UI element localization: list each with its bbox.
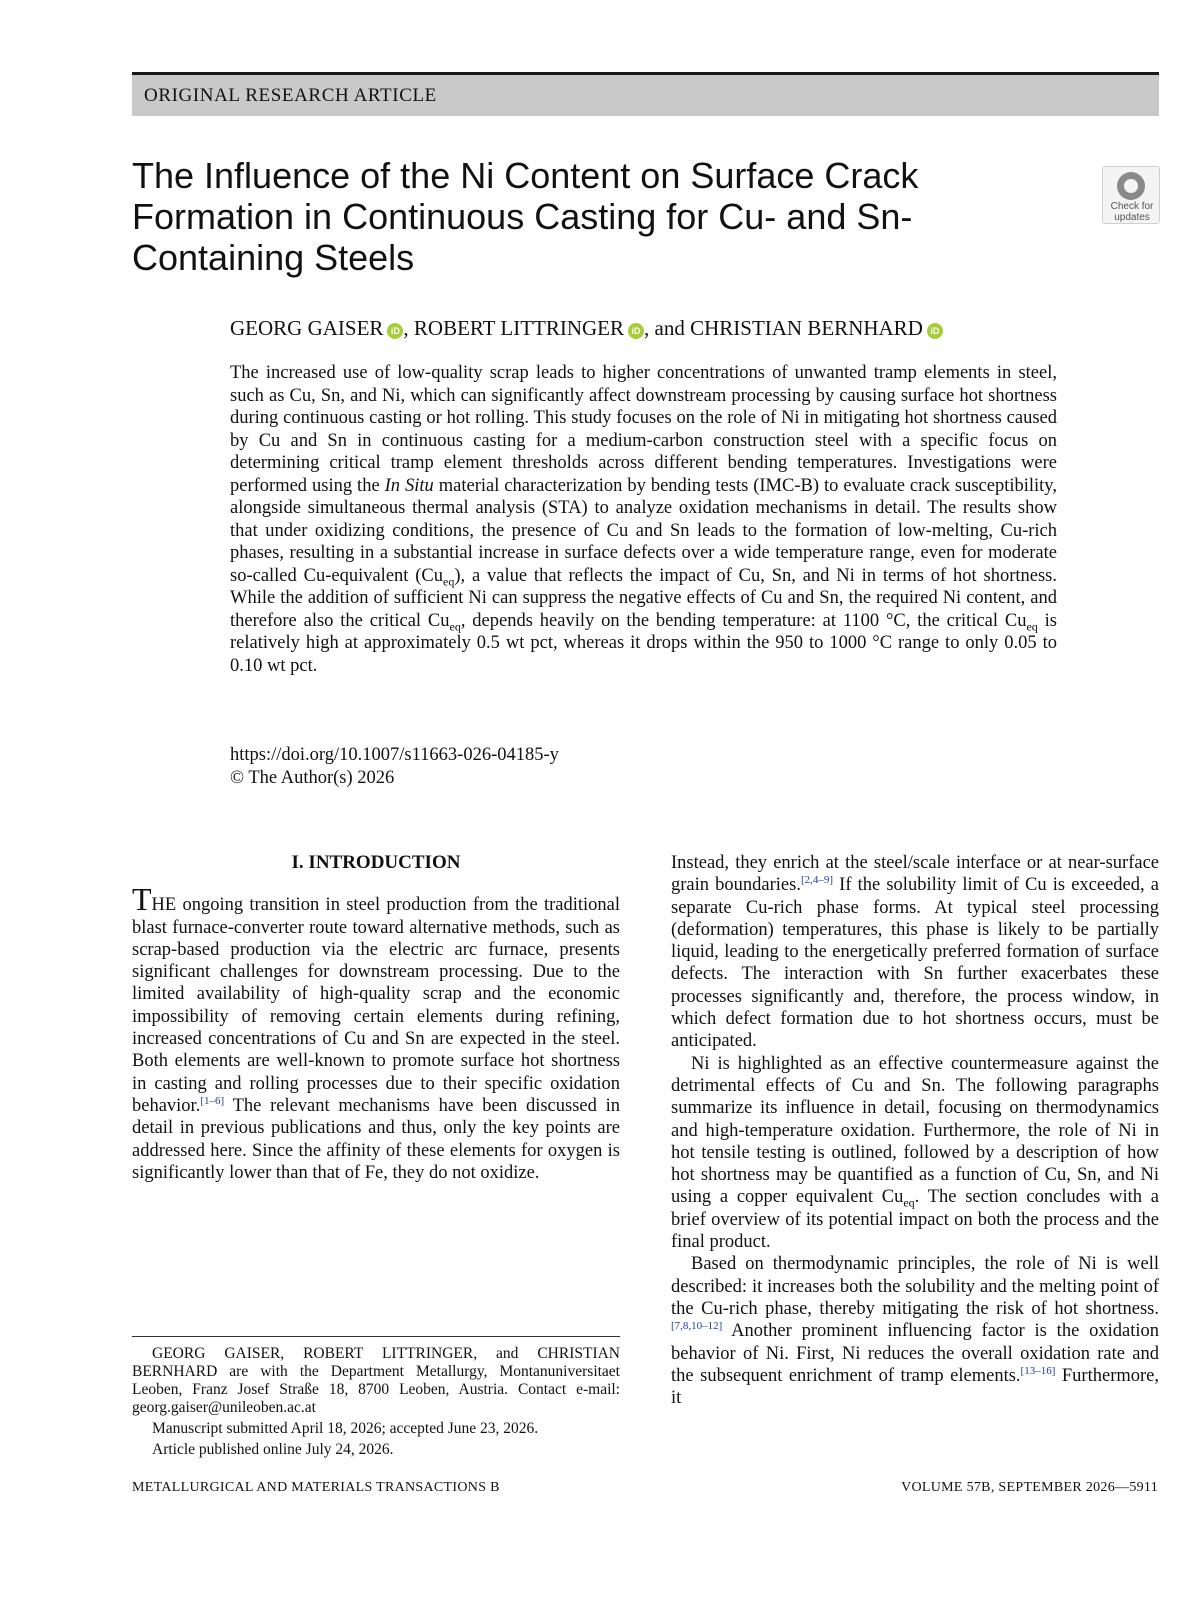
copyright: © The Author(s) 2026 — [230, 768, 395, 788]
doi-block — [230, 744, 559, 790]
body-paragraph: Based on thermodynamic principles, the role of Ni is well described: it increases both the solubility and the melting point of the Cu-rich phase, thereby mitigating the risk of hot shortness.[7,8,10–12] Another prominent influencing factor is the oxidation behavior of Ni. First, Ni reduces the overall oxidation rate and the subsequent enrichment of tramp elements.[13–16] Furthermore, it — [671, 1254, 1159, 1409]
publication-date: Article published online July 24, 2026. — [152, 1441, 394, 1458]
check-for-updates-badge[interactable] — [1102, 166, 1160, 224]
reference-link[interactable]: [2,4–9] — [800, 874, 834, 887]
article-type-label: ORIGINAL RESEARCH ARTICLE — [144, 85, 437, 106]
volume-page: VOLUME 57B, SEPTEMBER 2026—5911 — [901, 1480, 1158, 1495]
drop-cap: T — [132, 881, 152, 918]
body-paragraph: Instead, they enrich at the steel/scale interface or at near-surface grain boundaries.[2,4–9] If the solubility limit of Cu is exceeded, a separate Cu-rich phase forms. At typical steel processing (deformation) temperatures, this phase is likely to be partially liquid, leading to the energetically preferred formation of surface defects. The interaction with Sn further exacerbates these processes significantly and, therefore, the process window, in which defect formation due to hot shortness occurs, must be anticipated. — [671, 853, 1159, 1052]
affiliation: GEORG GAISER, ROBERT LITTRINGER, and CHRISTIAN BERNHARD are with the Department Metallurgy, Montanuniversitaet Leoben, Franz Josef Straße 18, 8700 Leoben, Austria. Contact e-mail: georg.gaiser@unileoben.ac.at — [132, 1345, 620, 1416]
author-name: ROBERT LITTRINGER — [413, 316, 625, 340]
author-list: GEORG GAISER iD , ROBERT LITTRINGER iD , and CHRISTIAN BERNHARD iD — [230, 316, 943, 341]
intro-paragraph: THE ongoing transition in steel production from the traditional blast furnace-converter route toward alternative methods, such as scrap-based production via the electric arc furnace, presents significant challenges for downstream processing. Due to the limited availability of high-quality scrap and the economic impossibility of removing certain elements during refining, increased concentrations of Cu and Sn are expected in the steel. Both elements are well-known to promote surface hot shortness in casting and rolling processes due to their specific oxidation behavior.[1–6] The relevant mechanisms have been discussed in detail in previous publications and thus, only the key points are addressed here. Since the affinity of these elements for oxygen is significantly lower than that of Fe, they do not oxidize. — [132, 881, 620, 1183]
author-name: CHRISTIAN BERNHARD — [690, 316, 923, 340]
body-paragraph: Ni is highlighted as an effective countermeasure against the detrimental effects of Cu and Sn. The following paragraphs summarize its influence in detail, focusing on thermodynamics and high-temperature oxidation. Furthermore, the role of Ni in hot tensile testing is outlined, followed by a description of how hot shortness may be quantified as a function of Cu, Sn, and Ni using a copper equivalent $Cu_{eq}$. The section concludes with a brief overview of its potential impact on both the process and the final product. — [671, 1053, 1159, 1253]
article-type-banner — [132, 72, 1159, 116]
author-footnote — [132, 1336, 620, 1462]
doi-link[interactable]: https://doi.org/10.1007/s11663-026-04185-y — [230, 745, 559, 765]
left-column — [132, 852, 620, 1184]
abstract: The increased use of low-quality scrap leads to higher concentrations of unwanted tramp elements in steel, such as Cu, Sn, and Ni, which can significantly affect downstream processing by causing surface hot shortness during continuous casting or hot rolling. This study focuses on the role of Ni in mitigating hot shortness caused by Cu and Sn in continuous casting for a medium-carbon construction steel with a specific focus on determining critical tramp element thresholds across different bending temperatures. Investigations were performed using the In Situ material characterization by bending tests (IMC-B) to evaluate crack susceptibility, alongside simultaneous thermal analysis (STA) to analyze oxidation mechanisms in detail. The results show that under oxidizing conditions, the presence of Cu and Sn leads to the formation of low-melting, Cu-rich phases, resulting in a substantial increase in surface defects over a wide temperature range, even for moderate so-called Cu-equivalent $(Cu_{eq})$, a value that reflects the impact of Cu, Sn, and Ni in terms of hot shortness. While the addition of sufficient Ni can suppress the negative effects of Cu and Sn, the required Ni content, and therefore also the critical $Cu_{eq}$, depends heavily on the bending temperature: at 1100 °C, the critical $Cu_{eq}$ is relatively high at approximately 0.5 wt pct, whereas it drops within the 950 to 1000 °C range to only 0.05 to 0.10 wt pct. — [230, 363, 1057, 676]
orcid-icon[interactable]: iD — [387, 323, 403, 339]
submission-dates: Manuscript submitted April 18, 2026; accepted June 23, 2026. — [152, 1420, 539, 1437]
check-updates-text: Check for updates — [1110, 201, 1154, 223]
reference-link[interactable]: [7,8,10–12] — [671, 1320, 723, 1333]
author-name: GEORG GAISER — [230, 316, 384, 340]
article-title: The Influence of the Ni Content on Surface Crack Formation in Continuous Casting for Cu- and Sn-Containing Steels — [132, 155, 919, 278]
orcid-icon[interactable]: iD — [628, 323, 644, 339]
right-column — [671, 852, 1159, 1409]
journal-name: METALLURGICAL AND MATERIALS TRANSACTIONS B — [132, 1480, 500, 1495]
orcid-icon[interactable]: iD — [927, 323, 943, 339]
reference-link[interactable]: [13–16] — [1020, 1364, 1056, 1377]
reference-link[interactable]: [1–6] — [200, 1094, 225, 1107]
section-heading: I. INTRODUCTION — [291, 852, 461, 873]
check-updates-icon — [1117, 172, 1145, 200]
